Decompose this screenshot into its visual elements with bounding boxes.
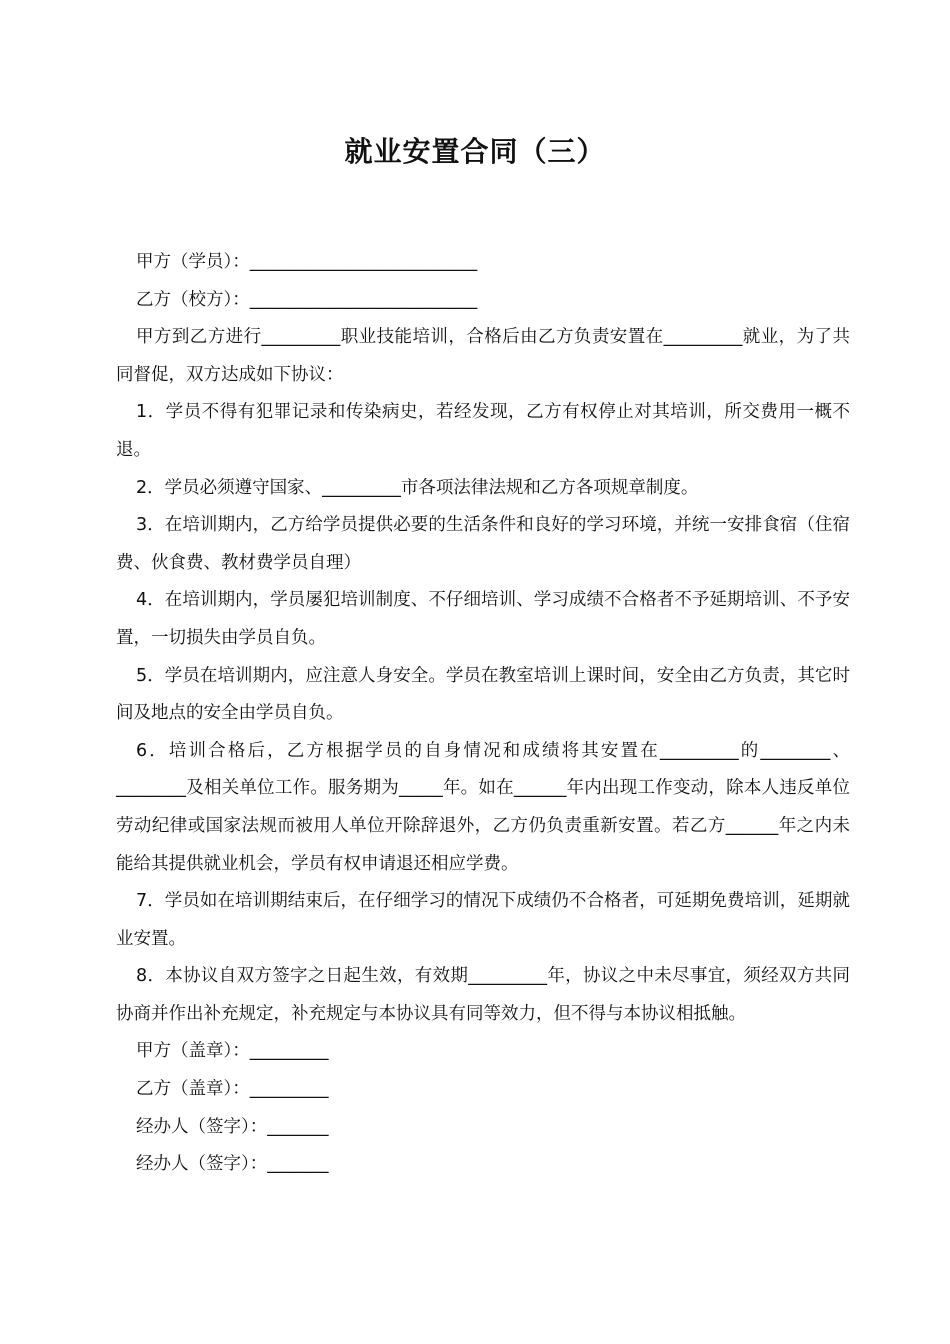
clause-1: 1．学员不得有犯罪记录和传染病史，若经发现，乙方有权停止对其培训，所交费用一概不退。 <box>116 402 850 460</box>
signature-party-b: 乙方（盖章）：_________ <box>136 1079 329 1100</box>
document-body <box>116 244 850 1184</box>
signature-agent-1: 经办人（签字）：_______ <box>136 1116 329 1137</box>
clause-7: 7．学员如在培训期结束后，在仔细学习的情况下成绩仍不合格者，可延期免费培训，延期就业安置。 <box>116 891 850 949</box>
party-b-line: 乙方（校方）：__________________________ <box>136 289 478 310</box>
signature-agent-2: 经办人（签字）：_______ <box>136 1154 329 1175</box>
intro-paragraph: 甲方到乙方进行_________职业技能培训，合格后由乙方负责安置在_________就业，为了共同督促，双方达成如下协议： <box>116 327 850 385</box>
clause-8: 8．本协议自双方签字之日起生效，有效期_________年，协议之中未尽事宜，须经双方共同协商并作出补充规定，补充规定与本协议具有同等效力，但不得与本协议相抵触。 <box>116 966 850 1024</box>
clause-2: 2．学员必须遵守国家、_________市各项法律法规和乙方各项规章制度。 <box>136 477 699 498</box>
document-title: 就业安置合同（三） <box>344 135 606 168</box>
signature-party-a: 甲方（盖章）：_________ <box>136 1041 329 1062</box>
clause-5: 5．学员在培训期内，应注意人身安全。学员在教室培训上课时间，安全由乙方负责，其它时间及地点的安全由学员自负。 <box>116 665 850 724</box>
clause-3: 3．在培训期内，乙方给学员提供必要的生活条件和良好的学习环境，并统一安排食宿（住宿费、伙食费、教材费学员自理） <box>116 515 850 573</box>
clause-6: 6．培训合格后，乙方根据学员的自身情况和成绩将其安置在_________的________、________及相关单位工作。服务期为_____年。如在______年内出现工作变动，除本人违反单位劳动纪律或国家法规而被用人单位开除辞退外，乙方仍负责重新安置。若乙方______年之内未能给其提供就业机会，学员有权申请退还相应学费。 <box>116 740 850 874</box>
clause-4: 4．在培训期内，学员屡犯培训制度、不仔细培训、学习成绩不合格者不予延期培训、不予安置，一切损失由学员自负。 <box>116 590 850 648</box>
party-a-line: 甲方（学员）：__________________________ <box>136 252 478 272</box>
